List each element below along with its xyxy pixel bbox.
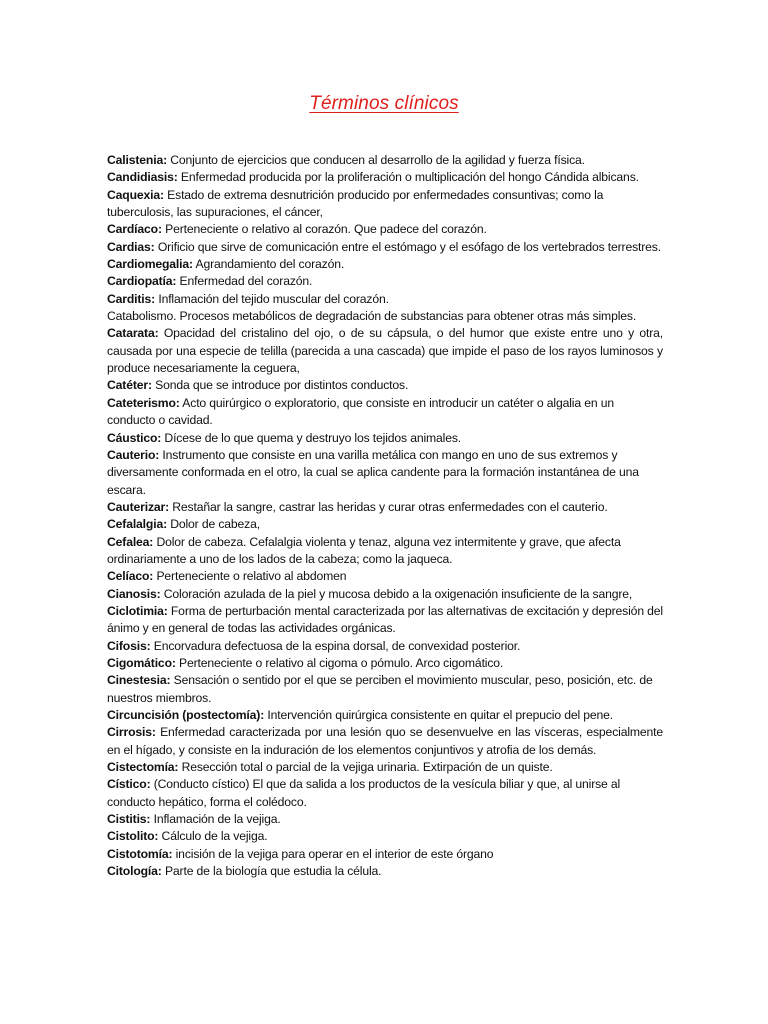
glossary-definition: Dolor de cabeza,: [166, 517, 260, 532]
glossary-definition: Dícese de lo que quema y destruyo los tejidos animales.: [161, 430, 462, 445]
glossary-entry: [107, 221, 663, 238]
glossary-definition: Catabolismo. Procesos metabólicos de degradación de substancias para obtener otras más simples.: [107, 309, 637, 324]
glossary-term: Cistotomía:: [107, 846, 173, 861]
glossary-entry: [107, 776, 663, 811]
glossary-term: Cinestesia:: [107, 673, 171, 688]
glossary-definition: Enfermedad caracterizada por una lesión quo se desenvuelve en las vísceras, especialmente en el hígado, y consiste en la induración de los elementos conjuntivos y atrofia de los demás.: [107, 725, 663, 757]
glossary-definition: Restañar la sangre, castrar las heridas y curar otras enfermedades con el cauterio.: [169, 499, 608, 514]
glossary-term: Cefalea:: [107, 534, 154, 549]
glossary-definition: Enfermedad del corazón.: [176, 274, 313, 289]
glossary-entry: [107, 586, 663, 603]
glossary-entry: [107, 430, 663, 447]
glossary-entry: [107, 655, 663, 672]
glossary-term: Cardias:: [107, 239, 155, 254]
glossary-entry: [107, 447, 663, 499]
glossary-definition: Inflamación de la vejiga.: [150, 812, 281, 827]
glossary-term: Cardiomegalia:: [107, 257, 193, 272]
glossary-entry: [107, 811, 663, 828]
glossary-definition: Sonda que se introduce por distintos conductos.: [151, 378, 409, 393]
glossary-term: Celíaco:: [107, 569, 154, 584]
glossary-definition: Perteneciente o relativo al abdomen: [153, 569, 347, 584]
glossary-entry: [107, 152, 663, 169]
glossary-entry: [107, 672, 663, 707]
glossary-term: Cifosis:: [107, 638, 151, 653]
glossary-term: Catarata:: [107, 326, 159, 341]
glossary-term: Circuncisión (postectomía):: [107, 708, 265, 722]
glossary-term: Citología:: [107, 864, 162, 879]
glossary-term: Cirrosis:: [107, 725, 156, 740]
glossary-definition: Perteneciente o relativo al corazón. Que padece del corazón.: [161, 222, 487, 237]
glossary-entry: [107, 638, 663, 655]
glossary-term: Cistitis:: [107, 812, 151, 827]
glossary-definition: (Conducto cístico) El que da salida a los productos de la vesícula biliar y que, al unirse al conducto hepático, forma el colédoco.: [107, 777, 621, 809]
glossary-definition: Intervención quirúrgica consistente en quitar el prepucio del pene.: [264, 708, 614, 722]
glossary-term: Cistolito:: [107, 829, 159, 844]
glossary-term: Candidiasis:: [107, 170, 178, 185]
glossary-definition: Coloración azulada de la piel y mucosa debido a la oxigenación insuficiente de la sangre,: [160, 586, 633, 601]
glossary-entry: [107, 395, 663, 430]
glossary-entry: [107, 291, 663, 308]
glossary-entry: [107, 499, 663, 516]
glossary-entry: [107, 239, 663, 256]
glossary-entry: [107, 603, 663, 638]
glossary-definition: Agrandamiento del corazón.: [192, 257, 345, 272]
glossary-definition: Dolor de cabeza. Cefalalgia violenta y tenaz, alguna vez intermitente y grave, que afecta ordinariamente a uno de los lados de la cabeza; como la jaqueca.: [107, 534, 621, 566]
glossary-term: Cateterismo:: [107, 395, 180, 410]
glossary-definition: incisión de la vejiga para operar en el interior de este órgano: [172, 846, 494, 861]
glossary-definition: Sensación o sentido por el que se perciben el movimiento muscular, peso, posición, etc. de nuestros miembros.: [107, 673, 653, 705]
glossary-term: Cauterizar:: [107, 499, 170, 514]
glossary-definition: Forma de perturbación mental caracterizada por las alternativas de excitación y depresión del ánimo y en general de todas las actividades orgánicas.: [107, 603, 663, 636]
glossary-entry: [107, 724, 663, 759]
glossary-entry: [107, 308, 663, 325]
glossary-entry: [107, 863, 663, 880]
glossary-term: Calistenia:: [107, 153, 167, 167]
glossary-definition: Instrumento que consiste en una varilla metálica con mango en uno de sus extremos y diversamente conformada en el otro, la cual se aplica candente para la formación instantánea de una escara.: [107, 447, 639, 497]
glossary-term: Cigomático:: [107, 655, 176, 670]
glossary-definition: Perteneciente o relativo al cigoma o pómulo. Arco cigomático.: [175, 655, 504, 670]
glossary-term: Catéter:: [107, 378, 152, 393]
glossary-definition: Orificio que sirve de comunicación entre el estómago y el esófago de los vertebrados terrestres.: [154, 239, 661, 254]
glossary-definition: Acto quirúrgico o exploratorio, que consiste en introducir un catéter o algalia en un conducto o cavidad.: [107, 395, 614, 428]
glossary-definition: Parte de la biología que estudia la célula.: [161, 864, 382, 879]
glossary-definition: Estado de extrema desnutrición producido por enfermedades consuntivas; como la tuberculosis, las supuraciones, el cáncer,: [107, 187, 604, 220]
glossary-definition: Enfermedad producida por la proliferación o multiplicación del hongo Cándida albicans.: [177, 170, 639, 185]
glossary-term: Ciclotimia:: [107, 603, 168, 618]
glossary-entry: [107, 325, 663, 377]
glossary-entry: [107, 256, 663, 273]
glossary-term: Cardíaco:: [107, 222, 162, 237]
glossary-entry: [107, 759, 663, 776]
glossary-list: [107, 152, 663, 880]
glossary-entry: [107, 377, 663, 394]
glossary-term: Cistectomía:: [107, 760, 179, 775]
glossary-entry: [107, 516, 663, 533]
glossary-term: Cauterio:: [107, 447, 160, 462]
glossary-entry: [107, 568, 663, 585]
glossary-definition: Cálculo de la vejiga.: [158, 829, 268, 844]
glossary-entry: [107, 846, 663, 863]
glossary-entry: [107, 534, 663, 569]
glossary-entry: [107, 707, 663, 724]
glossary-term: Cístico:: [107, 777, 151, 792]
document-title: Términos clínicos: [309, 93, 459, 114]
glossary-entry: [107, 273, 663, 290]
glossary-definition: Inflamación del tejido muscular del corazón.: [155, 291, 389, 306]
glossary-definition: Resección total o parcial de la vejiga urinaria. Extirpación de un quiste.: [178, 760, 553, 775]
glossary-term: Carditis:: [107, 291, 156, 306]
glossary-entry: [107, 169, 663, 186]
glossary-term: Cáustico:: [107, 430, 162, 445]
glossary-definition: Conjunto de ejercicios que conducen al desarrollo de la agilidad y fuerza física.: [166, 153, 585, 167]
glossary-definition: Encorvadura defectuosa de la espina dorsal, de convexidad posterior.: [150, 638, 521, 653]
glossary-entry: [107, 828, 663, 845]
glossary-term: Cianosis:: [107, 586, 161, 601]
glossary-entry: [107, 187, 663, 222]
glossary-term: Cardiopatía:: [107, 274, 177, 289]
glossary-definition: Opacidad del cristalino del ojo, o de su cápsula, o del humor que existe entre uno y otra, causada por una especie de telilla (parecida a una cascada) que impide el paso de los rayos luminosos y produce necesariamente la ceguera,: [107, 326, 663, 376]
glossary-term: Cefalalgia:: [107, 517, 167, 532]
glossary-term: Caquexia:: [107, 187, 164, 202]
